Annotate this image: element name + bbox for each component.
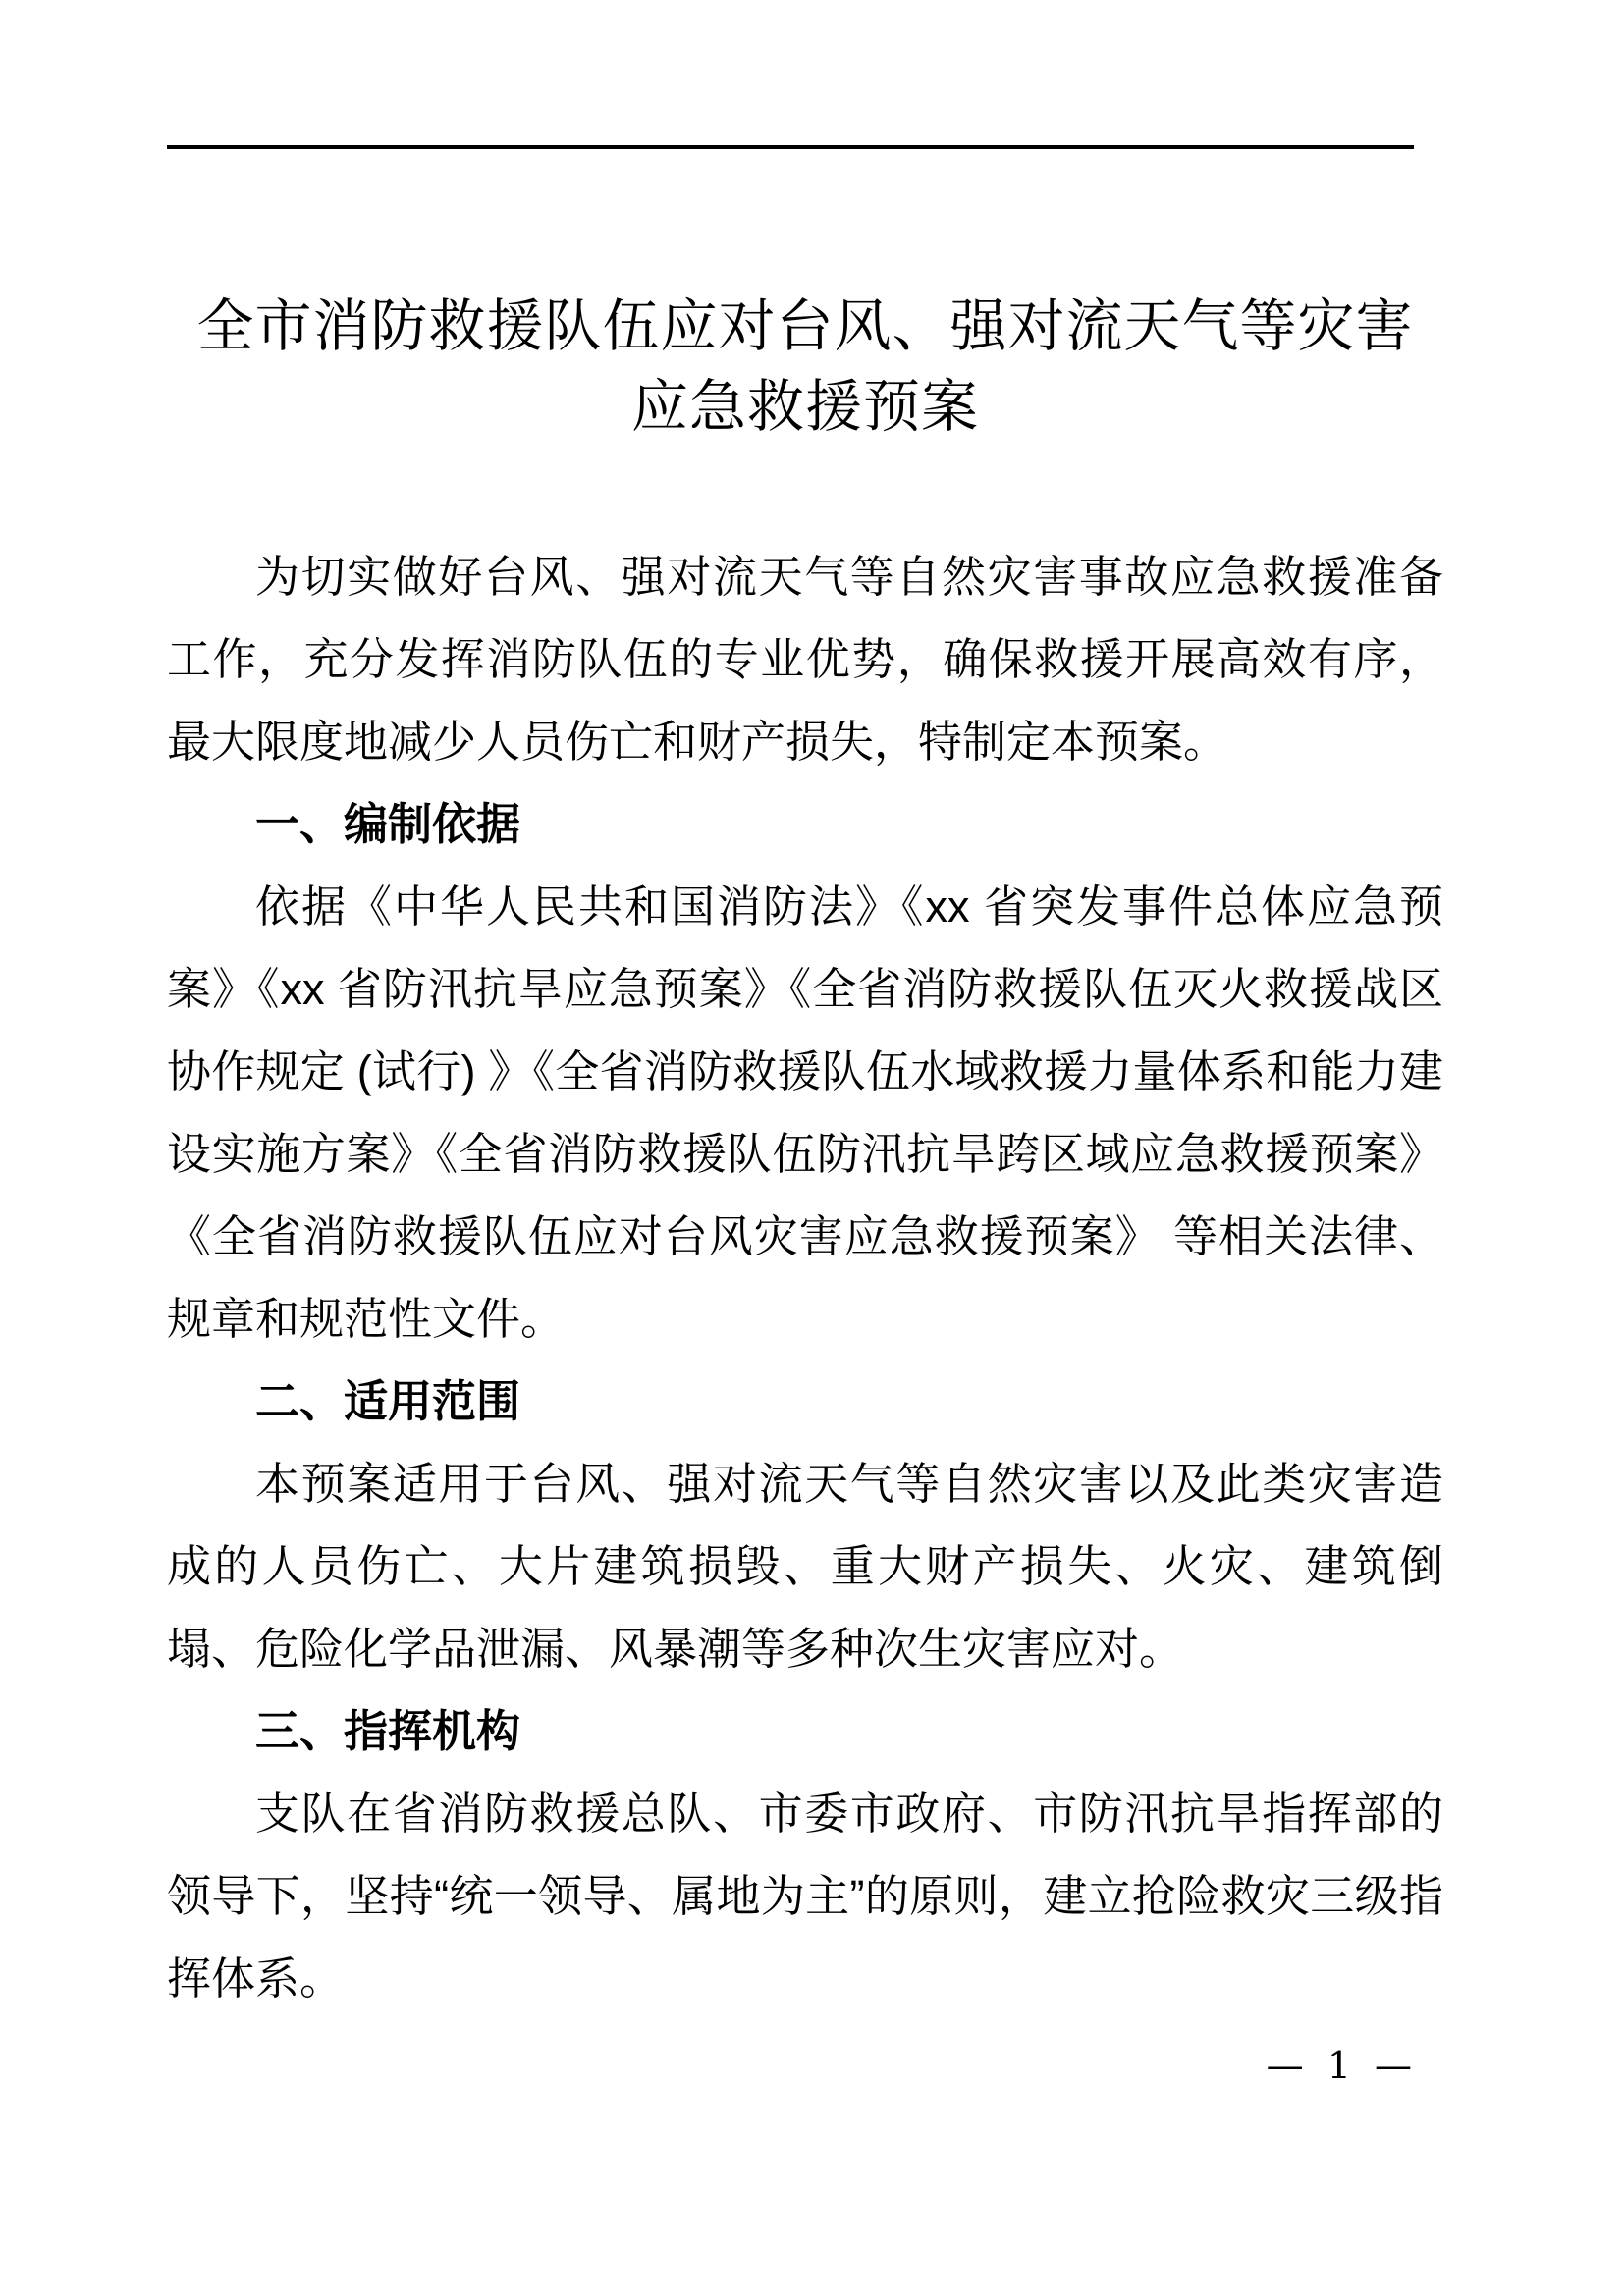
paragraph-scope: 本预案适用于台风、强对流天气等自然灾害以及此类灾害造成的人员伤亡、大片建筑损毁、重大财产损失、火灾、建筑倒塌、危险化学品泄漏、风暴潮等多种次生灾害应对。 <box>167 1459 1443 1674</box>
paragraph-command-structure: 支队在省消防救援总队、市委市政府、市防汛抗旱指挥部的领导下，坚持“统一领导、属地为主”的原则，建立抢险救灾三级指挥体系。 <box>167 1789 1443 2003</box>
page-number: — 1 — <box>1266 2044 1418 2087</box>
section-heading-2: 二、适用范围 <box>255 1376 521 1426</box>
document-body <box>167 536 1443 2020</box>
document-content <box>167 0 1443 2020</box>
document-title: 全市消防救援队伍应对台风、强对流天气等灾害应急救援预案 <box>196 294 1414 439</box>
section-heading-1: 一、编制依据 <box>255 799 521 849</box>
section-heading-3: 三、指挥机构 <box>255 1706 521 1756</box>
paragraph-intro: 为切实做好台风、强对流天气等自然灾害事故应急救援准备工作，充分发挥消防队伍的专业优势，确保救援开展高效有序，最大限度地减少人员伤亡和财产损失，特制定本预案。 <box>167 552 1443 767</box>
paragraph-basis: 依据《中华人民共和国消防法》《xx 省突发事件总体应急预案》《xx 省防汛抗旱应急预案》《全省消防救援队伍灭火救援战区协作规定 (试行) 》《全省消防救援队伍水域救援力量体系和能力建设实施方案》《全省消防救援队伍防汛抗旱跨区域应急救援预案》《全省消防救援队伍应对台风灾害应急救援预案》 等相关法律、规章和规范性文件。 <box>167 881 1443 1344</box>
